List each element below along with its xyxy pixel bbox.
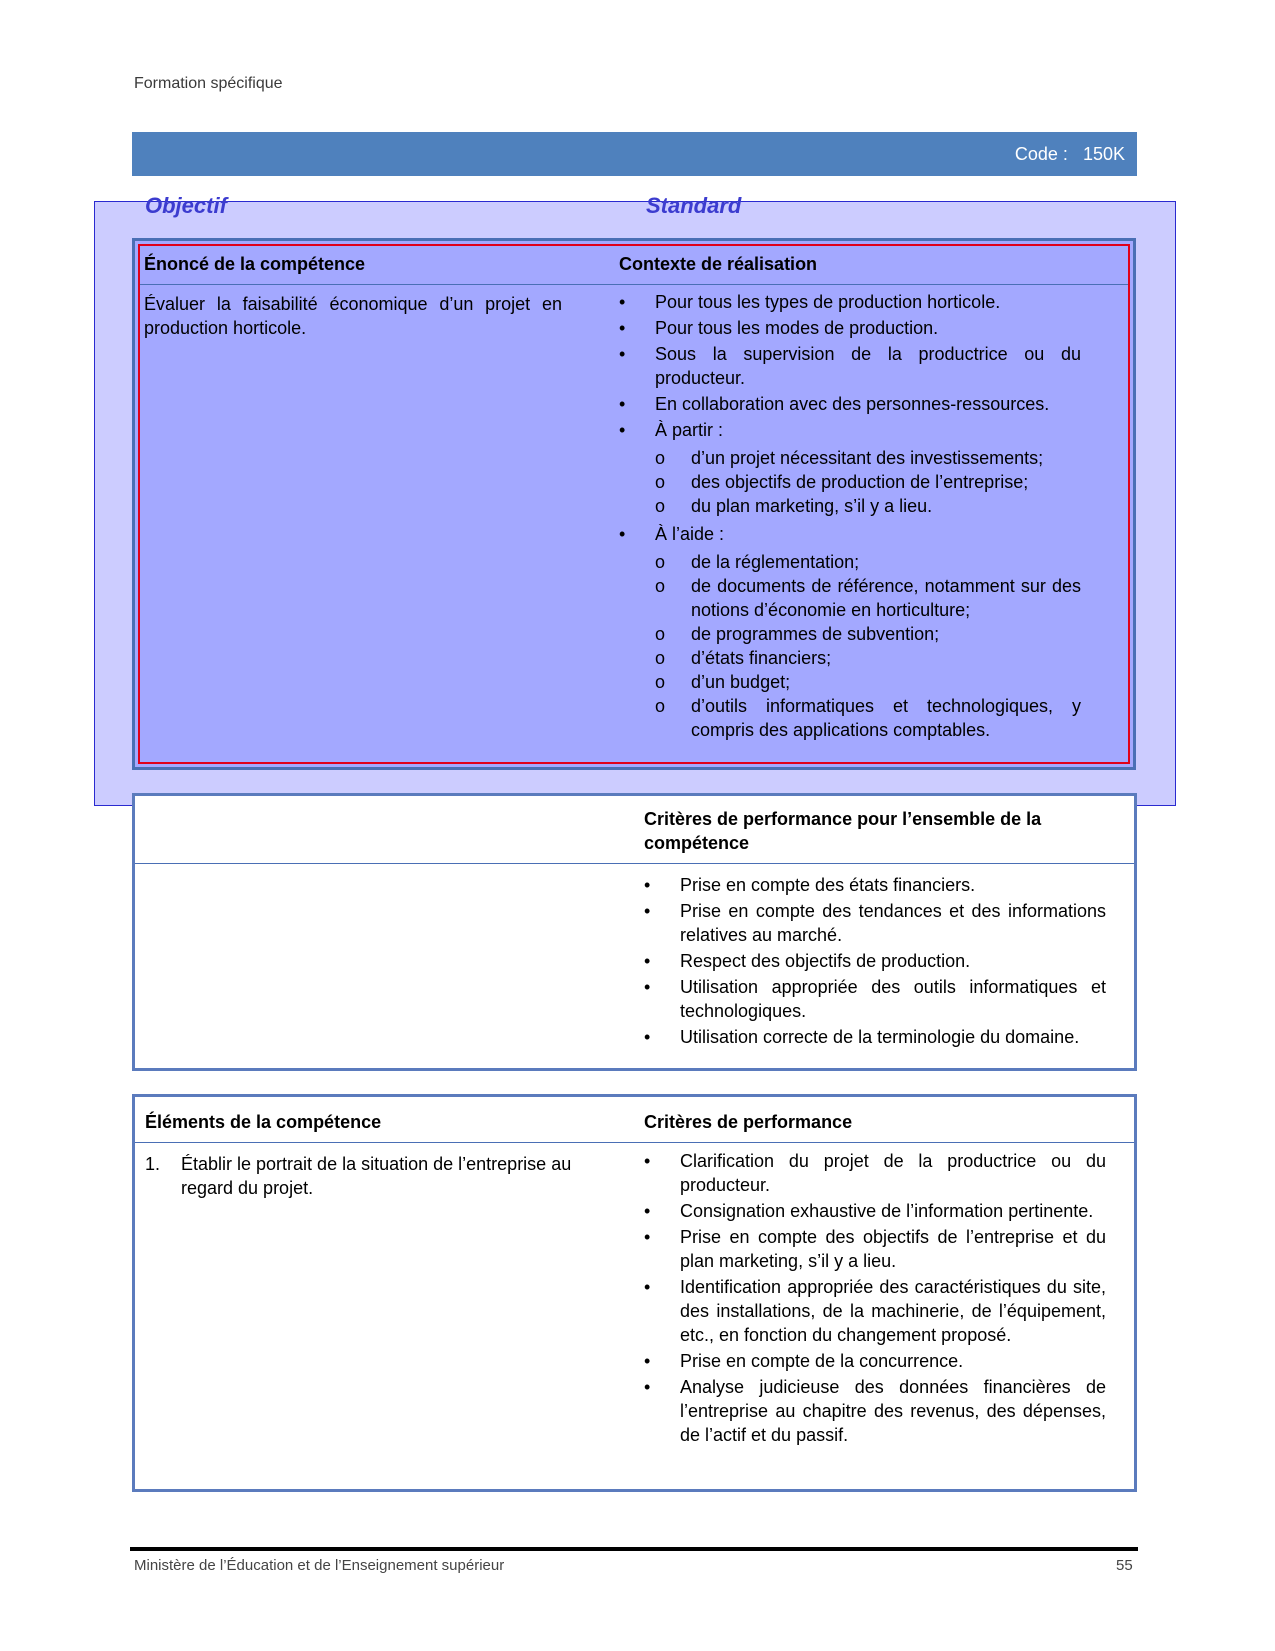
list-item-text: À partir : [655,420,724,440]
context-list [619,290,1081,742]
bullet-icon: • [644,1277,651,1297]
elements-criteria-list-wrap [644,1149,1106,1449]
list-item [644,1225,1106,1273]
footer-ministry: Ministère de l’Éducation et de l’Enseignement supérieur [134,1557,505,1574]
sub-list-item-text: de programmes de subvention; [691,624,940,644]
list-item [619,418,1081,518]
list-item [644,1275,1106,1347]
bullet-icon: • [644,1377,651,1397]
elements-criteria-list [644,1149,1106,1447]
context-title: Contexte de réalisation [619,254,818,274]
sub-bullet-icon: o [655,672,666,692]
list-item-text: Prise en compte des tendances et des informations relatives au marché. [680,901,1106,945]
list-item-text: Prise en compte des états financiers. [680,875,976,895]
bullet-icon: • [644,1351,651,1371]
code-label-text: Code : [1014,144,1068,164]
sub-list-item-text: d’un projet nécessitant des investissements; [691,448,1044,468]
sub-bullet-icon: o [655,496,666,516]
sub-list-item [655,622,1081,646]
sub-bullet-icon: o [655,472,666,492]
sub-list-item-text: d’un budget; [691,672,791,692]
list-item [644,1199,1106,1223]
code-value: 150K [1082,144,1125,164]
list-item [644,1025,1106,1049]
running-title: Formation spécifique [134,75,283,92]
sub-bullet-icon: o [655,552,666,572]
bullet-icon: • [619,318,626,338]
element-1 [145,1152,585,1200]
sub-list-item-text: de la réglementation; [691,552,860,572]
list-item-text: Consignation exhaustive de l’information pertinente. [680,1201,1094,1221]
bullet-icon: • [644,1201,651,1221]
sub-list-item [655,470,1081,494]
element-number: 1. [145,1154,161,1174]
sub-list-item-text: de documents de référence, notamment sur des notions d’économie en horticulture; [691,576,1081,620]
bullet-icon: • [644,875,651,895]
list-item [644,1349,1106,1373]
sub-list-item [655,494,1081,518]
list-item [619,316,1081,340]
sub-list-item [655,550,1081,574]
sub-list-item-text: du plan marketing, s’il y a lieu. [691,496,933,516]
competence-table-inner [138,244,1130,764]
list-item-text: En collaboration avec des personnes-ressources. [655,394,1050,414]
bullet-icon: • [619,394,626,414]
sub-list-item-text: d’outils informatiques et technologiques, y compris des applications comptables. [691,696,1081,740]
list-item [644,1375,1106,1447]
standard-heading: Standard [646,193,742,218]
sub-bullet-icon: o [655,448,666,468]
list-item [644,899,1106,947]
elements-title: Éléments de la compétence [145,1112,382,1132]
sub-list-item [655,574,1081,622]
page-number: 55 [1116,1557,1133,1574]
list-item [619,342,1081,390]
list-item-text: Prise en compte de la concurrence. [680,1351,964,1371]
sub-list-item-text: des objectifs de production de l’entreprise; [691,472,1029,492]
list-item [644,1149,1106,1197]
bullet-icon: • [644,1027,651,1047]
list-item-text: Respect des objectifs de production. [680,951,971,971]
list-item-text: Utilisation correcte de la terminologie du domaine. [680,1027,1080,1047]
list-item-text: Identification appropriée des caractéristiques du site, des installations, de la machinerie, de l’équipement, etc., en fonction du changement proposé. [680,1277,1106,1345]
bullet-icon: • [644,901,651,921]
sub-bullet-icon: o [655,648,666,668]
bullet-icon: • [644,1151,651,1171]
sub-list-item-text: d’états financiers; [691,648,832,668]
global-criteria-table [132,793,1137,1071]
competence-statement-title: Énoncé de la compétence [144,254,366,274]
sub-list-item [655,646,1081,670]
list-item-text: Clarification du projet de la productrice ou du producteur. [680,1151,1106,1195]
sub-list [655,550,1081,742]
global-criteria-list [644,873,1106,1049]
code-band [132,132,1137,176]
global-criteria-list-wrap [644,873,1106,1051]
competence-table [132,238,1136,770]
list-item [644,975,1106,1023]
element-text: Établir le portrait de la situation de l’entreprise au regard du projet. [181,1154,572,1198]
list-item-text: Prise en compte des objectifs de l’entreprise et du plan marketing, s’il y a lieu. [680,1227,1106,1271]
bullet-icon: • [644,951,651,971]
bullet-icon: • [619,524,626,544]
list-item-text: Pour tous les modes de production. [655,318,939,338]
list-item [619,392,1081,416]
global-criteria-title: Critères de performance pour l’ensemble de la compétence [644,809,1042,853]
sub-bullet-icon: o [655,624,666,644]
bullet-icon: • [644,1227,651,1247]
sub-bullet-icon: o [655,696,666,716]
elements-table [132,1094,1137,1492]
bullet-icon: • [619,344,626,364]
bullet-icon: • [619,292,626,312]
code-label [1015,144,1125,165]
elements-criteria-title: Critères de performance [644,1112,853,1132]
sub-list-item [655,670,1081,694]
competence-statement: Évaluer la faisabilité économique d’un projet en production horticole. [144,294,562,338]
bullet-icon: • [644,977,651,997]
elements-divider [135,1142,1134,1143]
global-criteria-divider [135,863,1134,864]
list-item [619,522,1081,742]
list-item [644,949,1106,973]
header-divider [140,284,1128,285]
list-item-text: Utilisation appropriée des outils informatiques et technologiques. [680,977,1106,1021]
objective-heading: Objectif [145,193,227,218]
bullet-icon: • [619,420,626,440]
list-item-text: À l’aide : [655,524,725,544]
list-item-text: Pour tous les types de production horticole. [655,292,1001,312]
sub-bullet-icon: o [655,576,666,596]
context-list-wrap [619,290,1081,746]
list-item [644,873,1106,897]
footer-rule [130,1547,1138,1551]
sub-list-item [655,694,1081,742]
list-item-text: Sous la supervision de la productrice ou du producteur. [655,344,1081,388]
sub-list-item [655,446,1081,470]
list-item-text: Analyse judicieuse des données financières de l’entreprise au chapitre des revenus, des dépenses, de l’actif et du passif. [680,1377,1106,1445]
sub-list [655,446,1081,518]
list-item [619,290,1081,314]
